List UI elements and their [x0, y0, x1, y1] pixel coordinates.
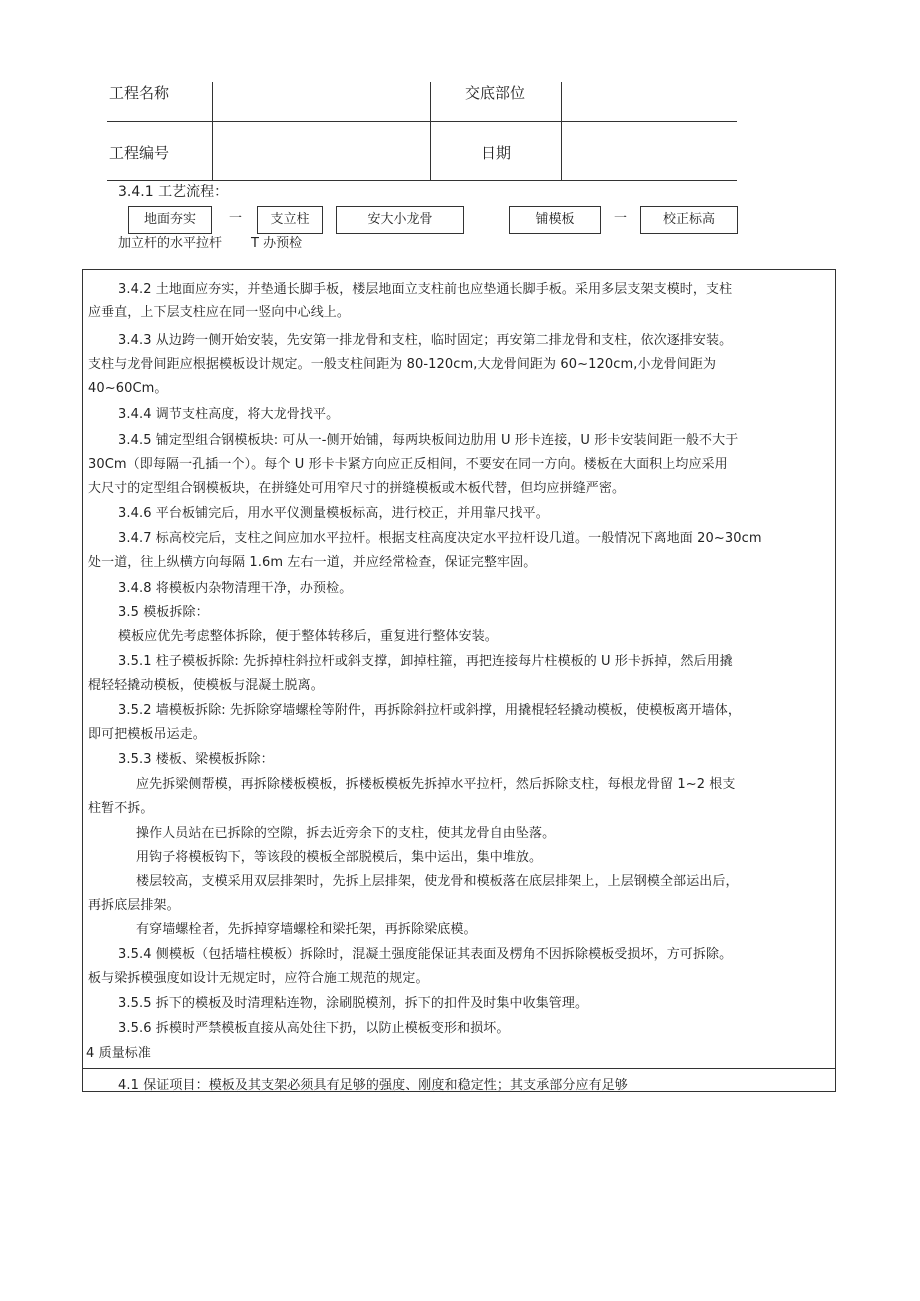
flow-sub-horizontal-tie: 加立杆的水平拉杆 — [118, 236, 223, 251]
content-line: 支柱与龙骨间距应根据模板设计规定。一般支柱间距为 80-120cm,大龙骨间距为 60~120cm,小龙骨间距为 — [88, 357, 717, 372]
content-line: 3.4.2 土地面应夯实，并垫通长脚手板，楼层地面立支柱前也应垫通长脚手板。采用多层支架支模时，支柱 — [118, 282, 733, 297]
content-line: 3.4.5 铺定型组合钢模板块: 可从一-侧开始铺，每两块板间边肋用 U 形卡连接，U 形卡安装间距一般不大于 — [118, 433, 739, 448]
flow-step-erect-column: 支立柱 — [257, 206, 323, 234]
content-line: 应先拆梁侧帮模，再拆除楼板模板，拆楼板模板先拆掉水平拉杆，然后拆除支柱，每根龙骨留 1~2 根支 — [136, 777, 736, 792]
content-line: 柱暂不拆。 — [88, 801, 154, 816]
flow-sub-inspection: T 办预检 — [251, 236, 303, 251]
content-line: 大尺寸的定型组合钢模板块，在拼缝处可用窄尺寸的拼缝模板或木板代替，但均应拼缝严密。 — [88, 481, 626, 496]
process-flow-title: 3.4.1 工艺流程： — [118, 184, 229, 200]
content-line: 即可把模板吊运走。 — [88, 727, 206, 742]
content-line: 再拆底层排架。 — [88, 898, 180, 913]
handover-part-label: 交底部位 — [465, 84, 526, 102]
content-line: 3.4.4 调节支柱高度，将大龙骨找平。 — [118, 407, 340, 422]
content-line: 3.5 模板拆除： — [118, 605, 209, 620]
header-divider-1 — [212, 82, 213, 180]
header-divider-2 — [430, 82, 431, 180]
content-line: 3.4.7 标高校完后，支柱之间应加水平拉杆。根据支柱高度决定水平拉杆设几道。一般情况下离地面 20~30cm — [118, 531, 762, 546]
header-row-separator — [107, 121, 737, 122]
flow-step-lay-formwork: 铺模板 — [509, 206, 601, 234]
content-line: 3.5.6 拆模时严禁模板直接从高处往下扔，以防止模板变形和损坏。 — [118, 1021, 510, 1036]
content-line: 模板应优先考虑整体拆除，便于整体转移后，重复进行整体安装。 — [118, 629, 498, 644]
content-line: 棍轻轻撬动模板，使模板与混凝土脱离。 — [88, 678, 324, 693]
date-label: 日期 — [481, 144, 512, 162]
content-line: 3.5.4 侧模板（包括墙柱模板）拆除时，混凝土强度能保证其表面及楞角不因拆除模板受损坏，方可拆除。 — [118, 947, 733, 962]
content-line: 30Cm（即每隔一孔插一个）。每个 U 形卡卡紧方向应正反相间，不要安在同一方向。楼板在大面积上均应采用 — [88, 457, 728, 472]
flow-step-ground-compaction: 地面夯实 — [128, 206, 212, 234]
content-line: 3.4.6 平台板铺完后，用水平仪测量模板标高，进行校正，并用靠尺找平。 — [118, 506, 549, 521]
flow-step-install-joists: 安大小龙骨 — [336, 206, 464, 234]
content-line: 操作人员站在已拆除的空隙，拆去近旁余下的支柱，使其龙骨自由坠落。 — [136, 826, 556, 841]
content-line: 3.5.3 楼板、梁模板拆除： — [118, 752, 274, 767]
content-line: 3.5.5 拆下的模板及时清理粘连物，涂刷脱模剂，拆下的扣件及时集中收集管理。 — [118, 996, 589, 1011]
flow-dash-1: 一 — [229, 211, 243, 226]
content-line: 4.1 保证项目：模板及其支架必须具有足够的强度、刚度和稳定性；其支承部分应有足够 — [118, 1078, 628, 1093]
content-line: 40~60Cm。 — [88, 381, 168, 396]
content-line: 板与梁拆模强度如设计无规定时，应符合施工规范的规定。 — [88, 971, 429, 986]
quality-standard-top-rule — [82, 1068, 836, 1069]
header-divider-3 — [561, 82, 562, 180]
header-bottom-border — [107, 180, 737, 181]
content-line: 3.4.3 从边跨一侧开始安装，先安第一排龙骨和支柱，临时固定；再安第二排龙骨和支柱，依次逐排安装。 — [118, 333, 733, 348]
content-line: 3.4.8 将模板内杂物清理干净，办预检。 — [118, 581, 353, 596]
content-line: 3.5.1 柱子模板拆除: 先拆掉柱斜拉杆或斜支撑，卸掉柱箍，再把连接每片柱模板的 U 形卡拆掉，然后用撬 — [118, 654, 733, 669]
content-line: 3.5.2 墙模板拆除: 先拆除穿墙螺栓等附件，再拆除斜拉杆或斜撑，用撬棍轻轻撬动模板，使模板离开墙体， — [118, 703, 741, 718]
content-line: 用钩子将模板钩下，等该段的模板全部脱模后，集中运出，集中堆放。 — [136, 850, 543, 865]
project-name-label: 工程名称 — [109, 84, 170, 102]
flow-step-level-correction: 校正标高 — [640, 206, 738, 234]
project-number-label: 工程编号 — [109, 144, 170, 162]
content-line: 楼层较高，支模采用双层排架时，先拆上层排架，使龙骨和模板落在底层排架上，上层钢模全部运出后， — [136, 874, 739, 889]
content-line: 处一道，往上纵横方向每隔 1.6m 左右一道，并应经常检查，保证完整牢固。 — [88, 555, 537, 570]
content-line: 应垂直，上下层支柱应在同一竖向中心线上。 — [88, 305, 351, 320]
content-line: 有穿墙螺栓者，先拆掉穿墙螺栓和梁托架，再拆除梁底模。 — [136, 922, 477, 937]
flow-dash-2: 一 — [614, 211, 628, 226]
quality-standard-heading: 4 质量标准 — [86, 1046, 152, 1061]
